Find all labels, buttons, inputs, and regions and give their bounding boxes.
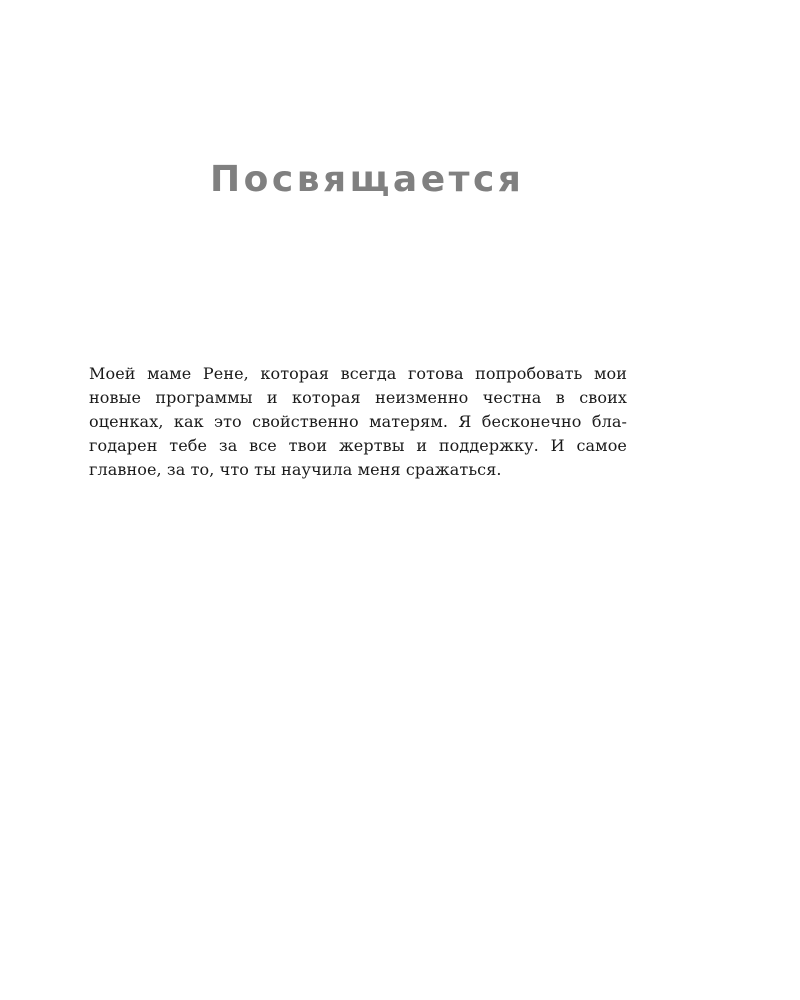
- dedication-title: Посвящается: [210, 159, 525, 200]
- dedication-line-5: главное, за то, что ты научила меня сражаться.: [89, 460, 502, 479]
- dedication-line-3: оценках, как это свойственно матерям. Я бесконечно бла-: [89, 412, 627, 431]
- dedication-line-1: Моей маме Рене, которая всегда готова попробовать мои: [89, 364, 627, 383]
- dedication-line-4: годарен тебе за все твои жертвы и поддержку. И самое: [89, 436, 627, 455]
- dedication-line-2: новые программы и которая неизменно честна в своих: [89, 388, 627, 407]
- dedication-text: [89, 362, 627, 482]
